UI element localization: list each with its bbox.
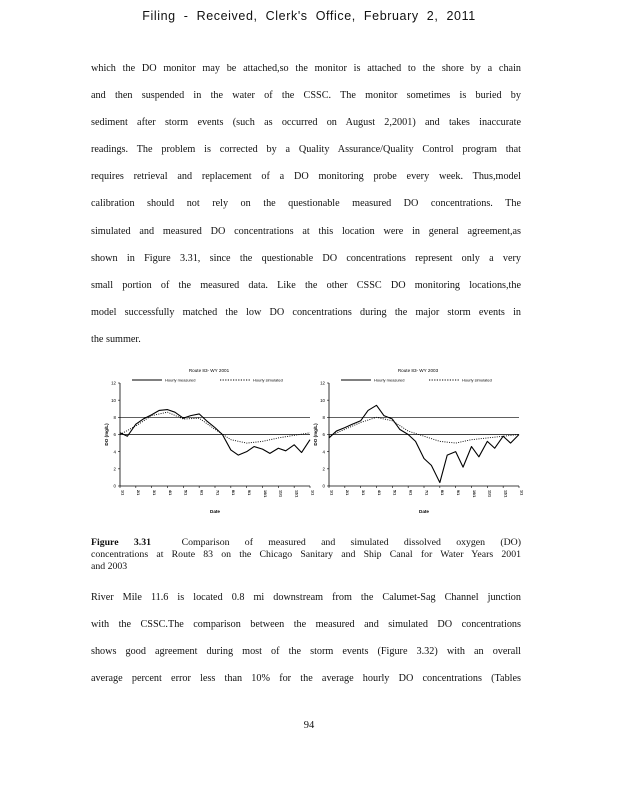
y-tick-label: 8 bbox=[322, 414, 325, 420]
figure-label: Figure 3.31 bbox=[91, 537, 152, 548]
text-line: the summer. bbox=[91, 333, 141, 345]
chart-title: Route 83- WY 2003 bbox=[397, 368, 439, 373]
x-tick-label: 5/1 bbox=[183, 490, 188, 496]
x-tick-label: 1/1 bbox=[120, 490, 125, 496]
legend-label: Hourly measured bbox=[165, 377, 196, 383]
legend-label: Hourly simulated bbox=[462, 377, 492, 383]
x-tick-label: 1/1 bbox=[329, 490, 334, 496]
text-line: readings. The problem is corrected by a Quality Assurance/Quality Control program that bbox=[91, 144, 521, 156]
x-tick-label: 8/1 bbox=[231, 490, 236, 496]
x-tick-label: 11/1 bbox=[278, 490, 283, 498]
page-number: 94 bbox=[303, 720, 315, 731]
text-line: with the CSSC.The comparison between the measured and simulated DO concentrations bbox=[91, 619, 521, 631]
y-tick-label: 4 bbox=[113, 449, 116, 455]
x-tick-label: 2/1 bbox=[345, 490, 350, 496]
x-tick-label: 3/1 bbox=[361, 490, 366, 496]
caption-line: concentrations at Route 83 on the Chicago Sanitary and Ship Canal for Water Years 2001 bbox=[91, 549, 521, 560]
x-tick-label: 1/1 bbox=[519, 490, 524, 496]
x-tick-label: 9/1 bbox=[456, 490, 461, 496]
filing-header: Filing - Received, Clerk's Office, February 2, 2011 bbox=[142, 9, 476, 23]
text-line: average percent error less than 10% for the average hourly DO concentrations (Tables bbox=[91, 673, 521, 685]
body-paragraph-1 bbox=[91, 55, 521, 353]
caption-line: and 2003 bbox=[91, 561, 128, 572]
y-tick-label: 10 bbox=[320, 397, 325, 403]
x-tick-label: 12/1 bbox=[503, 490, 508, 498]
y-axis-label: DO (mg/L) bbox=[313, 423, 318, 446]
text-line: shown in Figure 3.31, since the questionable DO concentrations represent only a very bbox=[91, 252, 521, 264]
legend-label: Hourly measured bbox=[374, 377, 405, 383]
x-tick-label: 6/1 bbox=[408, 490, 413, 496]
x-tick-label: 10/1 bbox=[471, 490, 476, 498]
x-tick-label: 8/1 bbox=[440, 490, 445, 496]
x-tick-label: 7/1 bbox=[424, 490, 429, 496]
simulated-series-line bbox=[329, 417, 519, 443]
x-tick-label: 1/1 bbox=[310, 490, 315, 496]
x-tick-label: 7/1 bbox=[215, 490, 220, 496]
caption-line: Comparison of measured and simulated dissolved oxygen (DO) bbox=[181, 537, 522, 548]
y-tick-label: 0 bbox=[113, 483, 116, 489]
chart-title: Route 83- WY 2001 bbox=[188, 368, 230, 373]
chart-legend bbox=[341, 378, 492, 383]
y-tick-label: 8 bbox=[113, 414, 116, 420]
chart-wy2001 bbox=[104, 364, 314, 516]
x-tick-label: 4/1 bbox=[167, 490, 172, 496]
measured-series-line bbox=[329, 405, 519, 482]
x-tick-label: 3/1 bbox=[152, 490, 157, 496]
chart-legend bbox=[132, 378, 283, 383]
x-tick-label: 5/1 bbox=[392, 490, 397, 496]
x-tick-label: 12/1 bbox=[294, 490, 299, 498]
text-line: shows good agreement during most of the storm events (Figure 3.32) with an overall bbox=[91, 646, 521, 658]
y-tick-label: 12 bbox=[111, 380, 116, 386]
legend-label: Hourly simulated bbox=[253, 377, 283, 383]
y-axis-label: DO (mg/L) bbox=[104, 423, 109, 446]
y-tick-label: 4 bbox=[322, 449, 325, 455]
x-tick-label: 6/1 bbox=[199, 490, 204, 496]
y-tick-label: 6 bbox=[113, 432, 116, 438]
y-tick-label: 6 bbox=[322, 432, 325, 438]
chart-wy2003 bbox=[313, 364, 523, 516]
body-paragraph-2 bbox=[91, 584, 521, 692]
text-line: calibration should not rely on the questionable measured DO concentrations. The bbox=[91, 198, 521, 210]
x-tick-label: 9/1 bbox=[247, 490, 252, 496]
text-line: requires retrieval and replacement of a DO monitoring probe every week. Thus,model bbox=[91, 171, 521, 183]
y-tick-label: 2 bbox=[322, 466, 325, 472]
y-tick-label: 0 bbox=[322, 483, 325, 489]
text-line: sediment after storm events (such as occurred on August 2,2001) and takes inaccurate bbox=[91, 117, 521, 129]
figure-caption bbox=[91, 537, 521, 573]
x-tick-label: 4/1 bbox=[376, 490, 381, 496]
measured-series-line bbox=[120, 410, 310, 455]
x-axis-label: Date bbox=[210, 509, 220, 514]
x-tick-label: 2/1 bbox=[136, 490, 141, 496]
y-tick-label: 10 bbox=[111, 397, 116, 403]
y-tick-label: 12 bbox=[320, 380, 325, 386]
text-line: model successfully matched the low DO concentrations during the major storm events in bbox=[91, 306, 521, 318]
text-line: which the DO monitor may be attached,so the monitor is attached to the shore by a chain bbox=[91, 63, 521, 74]
y-tick-label: 2 bbox=[113, 466, 116, 472]
text-line: River Mile 11.6 is located 0.8 mi downstream from the Calumet-Sag Channel junction bbox=[91, 592, 521, 603]
x-tick-label: 11/1 bbox=[487, 490, 492, 498]
text-line: small portion of the measured data. Like the other CSSC DO monitoring locations,the bbox=[91, 279, 521, 291]
text-line: simulated and measured DO concentrations at this location were in general agreement,as bbox=[91, 225, 521, 237]
x-axis-label: Date bbox=[419, 509, 429, 514]
x-tick-label: 10/1 bbox=[262, 490, 267, 498]
text-line: and then suspended in the water of the CSSC. The monitor sometimes is buried by bbox=[91, 90, 521, 102]
